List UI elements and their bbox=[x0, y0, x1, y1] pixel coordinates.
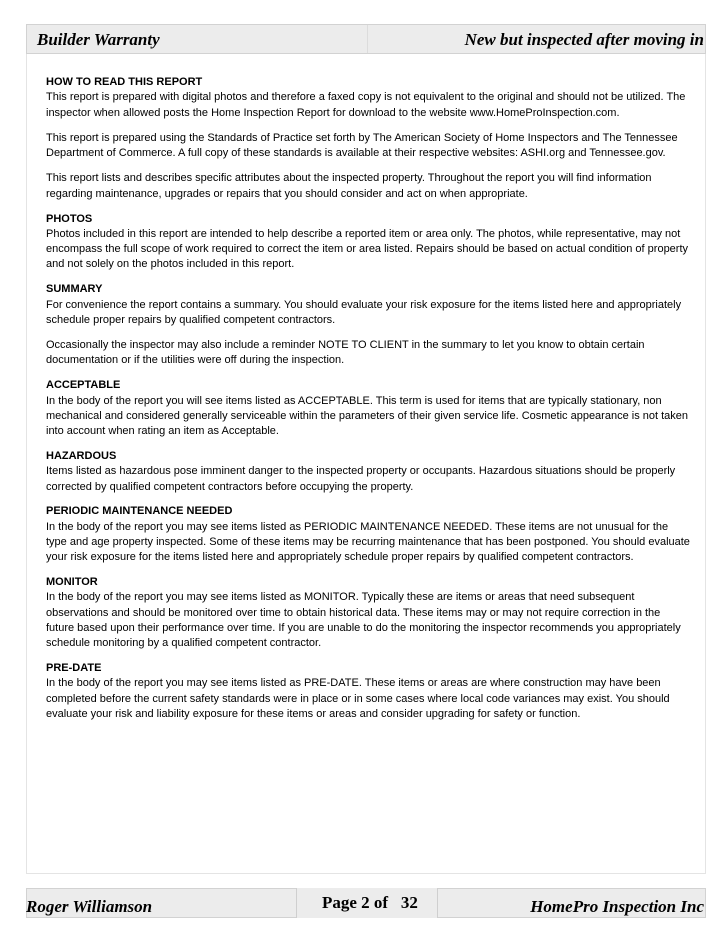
section-summary bbox=[46, 282, 691, 368]
section-paragraph: Photos included in this report are intended to help describe a reported item or area only. The photos, while representative, may not encompass the full scope of work required to correct the item or area listed. Repairs should be based on actual condition of property and not solely on the photos included in this report. bbox=[46, 227, 689, 271]
header-builder-warranty: Builder Warranty bbox=[37, 30, 160, 49]
section-title: PHOTOS bbox=[46, 212, 93, 225]
section-paragraph: In the body of the report you may see items listed as MONITOR. Typically these are items or areas that need subsequent observations and should be monitored over time to obtain historical data. These items may or may not require correction in the future based upon their performance over time. If you are unable to do the monitoring the inspector recommends you appropriately schedule monitoring by a qualified competent contractor. bbox=[46, 591, 681, 650]
section-title: ACCEPTABLE bbox=[46, 379, 121, 392]
section-paragraph: This report is prepared using the Standards of Practice set forth by The American Society of Home Inspectors and The Tennessee Department of Commerce. A full copy of these standards is available at their respective websites: ASHI.org and Tennessee.gov. bbox=[46, 131, 678, 160]
section-title: HOW TO READ THIS REPORT bbox=[46, 76, 203, 88]
section-paragraph: In the body of the report you may see items listed as PRE-DATE. These items or areas are where construction may have been completed before the current safety standards were in place or in some cases where local code variances may exist. You should evaluate your risk and liability exposure for these items or areas and consider upgrading for safety or function. bbox=[46, 677, 670, 720]
section-periodic-maintenance bbox=[46, 504, 691, 565]
footer-company-name: HomePro Inspection Inc bbox=[530, 897, 704, 916]
section-paragraph: Occasionally the inspector may also include a reminder NOTE TO CLIENT in the summary to let you know to obtain certain documentation or if the utilities were off during the inspection. bbox=[46, 339, 645, 367]
header-divider bbox=[367, 25, 368, 53]
header-inspection-type: New but inspected after moving in bbox=[464, 30, 704, 49]
section-pre-date bbox=[46, 661, 691, 722]
section-paragraph: In the body of the report you may see items listed as PERIODIC MAINTENANCE NEEDED. These items are not unusual for the type and age property inspected. Some of these items may be recurring maintenance that has been postponed. You should evaluate your risk exposure for the items listed here and appropriately schedule proper repairs by qualified competent contractors. bbox=[46, 520, 690, 564]
section-paragraph: In the body of the report you will see items listed as ACCEPTABLE. This term is used for items that are typically stationary, non mechanical and considered generally serviceable within the parameters of their given service life. Cosmetic appearance is not taken into account when rating an item as Acceptable. bbox=[46, 394, 689, 438]
section-title: MONITOR bbox=[46, 576, 98, 589]
footer-inspector-name: Roger Williamson bbox=[26, 897, 153, 916]
section-title: HAZARDOUS bbox=[46, 449, 117, 462]
section-hazardous bbox=[46, 449, 691, 495]
report-body bbox=[46, 75, 691, 732]
section-acceptable bbox=[46, 378, 691, 439]
section-paragraph: For convenience the report contains a summary. You should evaluate your risk exposure for the items listed here and appropriately schedule proper repairs by qualified competent contractors. bbox=[46, 298, 682, 326]
footer-page-number: Page 2 of 32 bbox=[322, 893, 418, 912]
section-title: SUMMARY bbox=[46, 283, 103, 296]
section-photos bbox=[46, 212, 691, 273]
section-monitor bbox=[46, 575, 691, 651]
section-title: PERIODIC MAINTENANCE NEEDED bbox=[46, 505, 233, 518]
section-paragraph: This report is prepared with digital photos and therefore a faxed copy is not equivalent to the original and should not be utilized. The inspector when allowed posts the Home Inspection Report for download to the website www.HomeProInspection.com. bbox=[46, 91, 686, 119]
section-paragraph: Items listed as hazardous pose imminent danger to the inspected property or occupants. Hazardous situations should be properly corrected by qualified competent contractors before occupying the property. bbox=[46, 465, 676, 493]
section-paragraph: This report lists and describes specific attributes about the inspected property. Throughout the report you will find information regarding maintenance, upgrades or repairs that you should consider and act on when appropriate. bbox=[46, 172, 652, 200]
section-title: PRE-DATE bbox=[46, 662, 102, 674]
section-how-to-read bbox=[46, 75, 691, 202]
